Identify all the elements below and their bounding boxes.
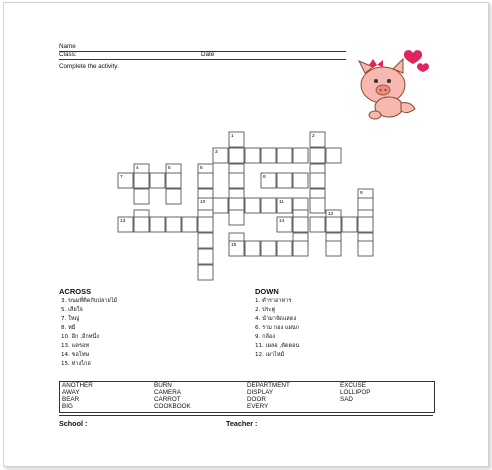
- crossword-cell: [310, 148, 325, 163]
- word-bank-item: LOLLIPOP: [340, 389, 371, 396]
- crossword-cell: [134, 189, 149, 204]
- down-heading: DOWN: [255, 287, 279, 296]
- clue-number: 14: [279, 219, 285, 224]
- crossword-cell: [293, 148, 308, 163]
- instruction-text: Complete the activity.: [59, 63, 119, 70]
- word-bank-item: BEAR: [62, 396, 80, 403]
- down-clue: 12. เผาไหม้: [255, 352, 285, 358]
- name-label: Name: [59, 43, 76, 50]
- across-clue: 15. ห่างไกล: [61, 361, 91, 367]
- down-clue: 1. ตำราอาหาร: [255, 298, 292, 304]
- crossword-cell: [261, 198, 276, 213]
- clue-number: 1: [231, 134, 234, 139]
- crossword-cell: [277, 148, 292, 163]
- class-label: Class:: [59, 51, 77, 58]
- clue-number: 4: [136, 166, 139, 171]
- clue-number: 10: [200, 200, 206, 205]
- down-clue: 2. ประตู: [255, 307, 276, 313]
- clue-number: 11: [279, 200, 284, 205]
- word-bank-item: SAD: [340, 396, 353, 403]
- across-clue: 5. เสียใจ: [61, 307, 83, 313]
- clue-number: 6: [200, 166, 203, 171]
- word-bank-item: CARROT: [154, 396, 181, 403]
- word-bank-item: DISPLAY: [247, 389, 274, 396]
- crossword-cell: [261, 241, 276, 256]
- clue-number: 3: [215, 150, 218, 155]
- crossword-cell: [150, 173, 165, 188]
- school-label: School :: [59, 419, 88, 428]
- worksheet-page: [3, 2, 489, 467]
- clue-number: 15: [231, 243, 237, 248]
- crossword-cell: [310, 198, 325, 213]
- crossword-cell: [293, 217, 308, 232]
- across-clue: 13. แครอท: [61, 343, 90, 349]
- down-clue: 9. กล้อง: [255, 334, 276, 340]
- crossword-cell: [198, 233, 213, 248]
- crossword-cell: [229, 148, 244, 163]
- word-bank-item: EVERY: [247, 403, 269, 410]
- crossword-cell: [293, 241, 308, 256]
- crossword-cell: [134, 217, 149, 232]
- word-bank-item: CAMERA: [154, 389, 181, 396]
- crossword-cell: [277, 241, 292, 256]
- crossword-cell: [310, 217, 325, 232]
- crossword-cell: [261, 148, 276, 163]
- down-clue: 4. นำมาจัดแสดง: [255, 316, 297, 322]
- crossword-cell: [166, 173, 181, 188]
- word-bank-item: BIG: [62, 403, 73, 410]
- crossword-cell: [182, 217, 197, 232]
- word-bank-item: EXCUSE: [340, 382, 366, 389]
- word-bank-item: DOOR: [247, 396, 266, 403]
- clue-number: 2: [312, 134, 315, 139]
- crossword-cell: [326, 217, 341, 232]
- word-bank-item: AWAY: [62, 389, 80, 396]
- across-heading: ACROSS: [59, 287, 92, 296]
- footer-line: [59, 415, 433, 416]
- crossword-cell: [358, 217, 373, 232]
- crossword-cell: [358, 241, 373, 256]
- crossword-cell: [198, 265, 213, 280]
- across-clue: 7. ใหญ่: [61, 316, 80, 322]
- crossword-cell: [229, 210, 244, 225]
- crossword-cell: [293, 173, 308, 188]
- across-clue: 3. ขนมที่ติดกับปลายไม้: [61, 298, 118, 304]
- clue-number: 13: [120, 219, 126, 224]
- teacher-label: Teacher :: [226, 419, 258, 428]
- crossword-cell: [310, 173, 325, 188]
- word-bank-item: ANOTHER: [62, 382, 93, 389]
- crossword-cell: [229, 173, 244, 188]
- crossword-cell: [342, 217, 357, 232]
- crossword-cell: [150, 217, 165, 232]
- clue-number: 8: [263, 175, 266, 180]
- crossword-cell: [326, 241, 341, 256]
- crossword-cell: [166, 189, 181, 204]
- across-clue: 8. หมี: [61, 325, 76, 331]
- crossword-cell: [198, 249, 213, 264]
- crossword-cell: [277, 173, 292, 188]
- word-bank-item: BURN: [154, 382, 172, 389]
- clue-number: 7: [120, 175, 123, 180]
- crossword-cell: [198, 173, 213, 188]
- crossword-cell: [326, 148, 341, 163]
- crossword-cell: [245, 198, 260, 213]
- crossword-cell: [166, 217, 181, 232]
- date-label: Date: [201, 51, 215, 58]
- crossword-cell: [245, 241, 260, 256]
- across-clue: 10. อีก ,อีกหนึ่ง: [61, 334, 99, 340]
- across-clue: 14. ขอโทษ: [61, 352, 90, 358]
- crossword-cell: [245, 148, 260, 163]
- clue-number: 12: [328, 212, 334, 217]
- crossword-cell: [134, 173, 149, 188]
- crossword-cell: [198, 217, 213, 232]
- word-bank-item: COOKBOOK: [154, 403, 191, 410]
- clue-number: 5: [168, 166, 171, 171]
- down-clue: 11. เผลอ ,ตัดตอน: [255, 343, 300, 349]
- crossword-grid: [4, 3, 492, 303]
- clue-number: 9: [360, 191, 363, 196]
- down-clue: 6. ราม กอง แผนก: [255, 325, 300, 331]
- crossword-cell: [213, 198, 228, 213]
- word-bank-item: DEPARTMENT: [247, 382, 290, 389]
- word-bank: [59, 381, 435, 413]
